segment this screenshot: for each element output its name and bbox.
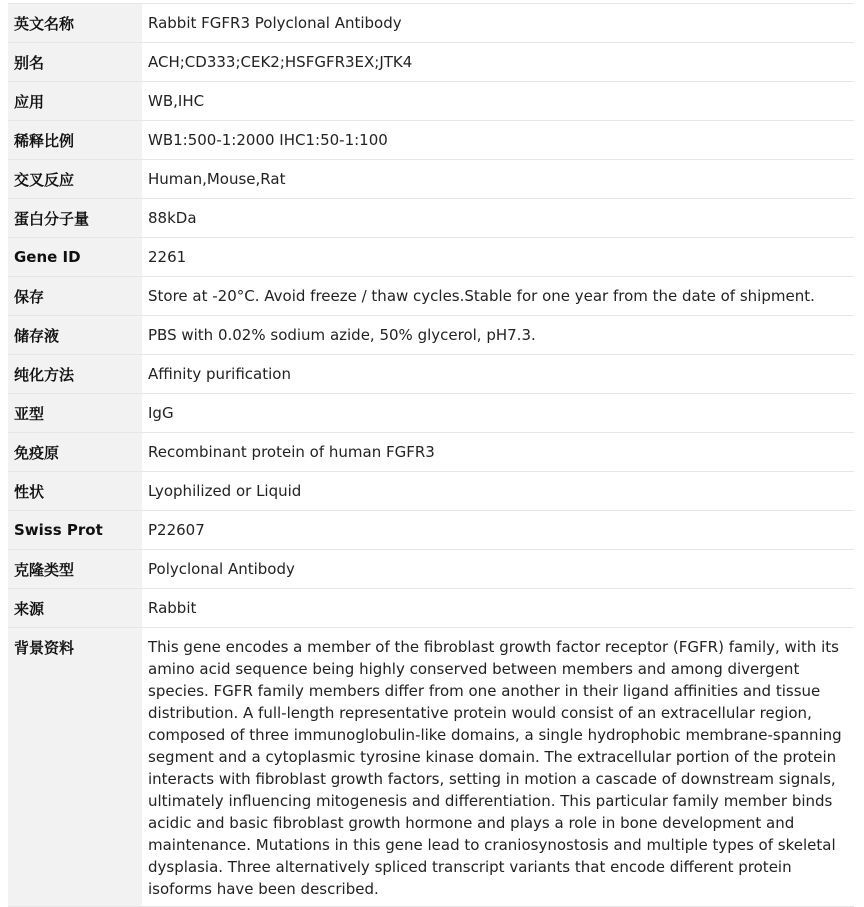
row-value: Store at -20°C. Avoid freeze / thaw cycles.Stable for one year from the date of shipment.	[142, 277, 854, 316]
row-label: 纯化方法	[8, 355, 142, 394]
row-label: 免疫原	[8, 433, 142, 472]
row-label: 性状	[8, 472, 142, 511]
row-clonality	[8, 550, 854, 589]
row-swiss-prot	[8, 511, 854, 550]
row-label: 来源	[8, 589, 142, 628]
row-value: Human,Mouse,Rat	[142, 160, 854, 199]
row-background	[8, 628, 854, 907]
spec-table	[8, 3, 854, 907]
row-value: PBS with 0.02% sodium azide, 50% glycerol, pH7.3.	[142, 316, 854, 355]
row-reactivity	[8, 160, 854, 199]
row-label: 蛋白分子量	[8, 199, 142, 238]
row-storage	[8, 277, 854, 316]
row-value: Recombinant protein of human FGFR3	[142, 433, 854, 472]
row-value: IgG	[142, 394, 854, 433]
row-value: Rabbit FGFR3 Polyclonal Antibody	[142, 4, 854, 43]
row-form	[8, 472, 854, 511]
row-label: 背景资料	[8, 628, 142, 907]
row-label: 克隆类型	[8, 550, 142, 589]
row-isotype	[8, 394, 854, 433]
row-value: P22607	[142, 511, 854, 550]
row-label: Gene ID	[8, 238, 142, 277]
row-label: 亚型	[8, 394, 142, 433]
row-label: 英文名称	[8, 4, 142, 43]
row-value: 88kDa	[142, 199, 854, 238]
row-alias	[8, 43, 854, 82]
row-application	[8, 82, 854, 121]
row-value: 2261	[142, 238, 854, 277]
row-label: Swiss Prot	[8, 511, 142, 550]
row-value: WB,IHC	[142, 82, 854, 121]
row-value: ACH;CD333;CEK2;HSFGFR3EX;JTK4	[142, 43, 854, 82]
row-host	[8, 589, 854, 628]
row-value: Rabbit	[142, 589, 854, 628]
background-text: This gene encodes a member of the fibroblast growth factor receptor (FGFR) family, with its amino acid sequence being highly conserved between members and among divergent species. FGFR family members differ from one another in their ligand affinities and tissue distribution. A full-length representative protein would consist of an extracellular region, composed of three immunoglobulin-like domains, a single hydrophobic membrane-spanning segment and a cytoplasmic tyrosine kinase domain. The extracellular portion of the protein interacts with fibroblast growth factors, setting in motion a cascade of downstream signals, ultimately influencing mitogenesis and differentiation. This particular family member binds acidic and basic fibroblast growth hormone and plays a role in bone development and maintenance. Mutations in this gene lead to craniosynostosis and multiple types of skeletal dysplasia. Three alternatively spliced transcript variants that encode different protein isoforms have been described.	[142, 628, 854, 907]
row-value: WB1:500-1:2000 IHC1:50-1:100	[142, 121, 854, 160]
row-label: 稀释比例	[8, 121, 142, 160]
row-value: Polyclonal Antibody	[142, 550, 854, 589]
row-value: Lyophilized or Liquid	[142, 472, 854, 511]
row-english-name	[8, 4, 854, 43]
row-label: 保存	[8, 277, 142, 316]
row-label: 应用	[8, 82, 142, 121]
row-label: 别名	[8, 43, 142, 82]
row-label: 交叉反应	[8, 160, 142, 199]
row-dilution	[8, 121, 854, 160]
row-value: Affinity purification	[142, 355, 854, 394]
row-gene-id	[8, 238, 854, 277]
row-buffer	[8, 316, 854, 355]
row-label: 储存液	[8, 316, 142, 355]
row-purification	[8, 355, 854, 394]
row-molecular-weight	[8, 199, 854, 238]
row-immunogen	[8, 433, 854, 472]
